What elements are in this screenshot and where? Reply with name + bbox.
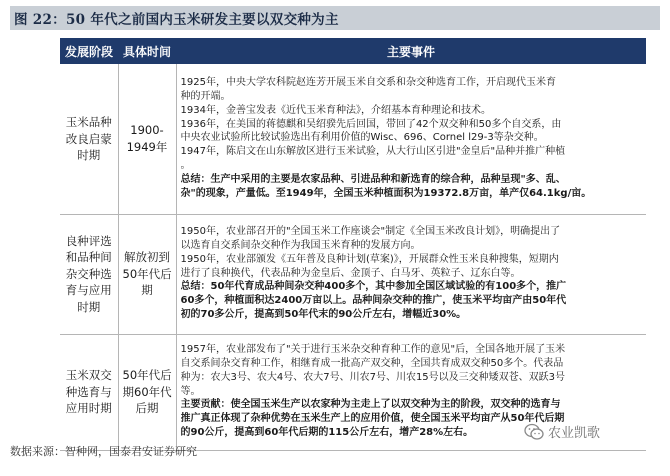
summary-line: 初的70多公斤，提高到50年代末的90公斤左右，增幅近30%。 bbox=[180, 308, 467, 320]
watermark-text: 农业凯歌 bbox=[548, 426, 601, 441]
stage-line: 玉米品种 bbox=[65, 115, 112, 129]
stage-line: 育与应用 bbox=[65, 283, 112, 298]
events-cell bbox=[176, 64, 646, 214]
stage-line: 改良启蒙 bbox=[65, 131, 112, 146]
period-line: 50年代后 bbox=[122, 368, 172, 383]
event-line: 等。 bbox=[180, 385, 201, 397]
figure-title-bar bbox=[10, 6, 660, 30]
summary-line: 的90公斤，提高到60年代后期的115公斤左右，增产28%左右。 bbox=[180, 426, 474, 438]
event-line: 1957年，农业部发布了"关于进行玉米杂交种育种工作的意见"后，全国各地开展了玉米 bbox=[180, 344, 566, 356]
event-line: 中央农业试验所比较试验选出有利用价值的Wisc、696、Cornel l29-3等杂交种。 bbox=[180, 132, 544, 144]
table-row bbox=[60, 64, 646, 214]
period-cell bbox=[118, 334, 176, 450]
event-line: 1950年，农业部召开的"全国玉米工作座谈会"制定《全国玉米改良计划》，明确提出了 bbox=[180, 226, 561, 238]
summary-line: 杂"的现象，产量低。至1949年，全国玉米种植面积为19372.8万亩，单产仅64.1kg/亩。 bbox=[180, 187, 592, 199]
event-line: 。 bbox=[180, 159, 191, 171]
stage-line: 时期 bbox=[77, 148, 101, 162]
figure-title: 图 22：50 年代之前国内玉米研发主要以双交种为主 bbox=[14, 12, 339, 28]
watermark bbox=[524, 422, 600, 441]
period-line: 50年代后 bbox=[122, 266, 172, 281]
header-events: 主要事件 bbox=[176, 38, 646, 64]
event-line: 1947年，陈启文在山东解放区进行玉米试验，从大行山区引进"金皇后"品种并推广种植 bbox=[180, 146, 566, 158]
period-line: 解放初到 bbox=[124, 250, 170, 265]
event-line: 种的开端。 bbox=[180, 90, 231, 102]
period-cell bbox=[118, 214, 176, 334]
period-line: 期 bbox=[141, 283, 153, 298]
summary-line: 总结：50年代育成品种间杂交种400多个，其中参加全国区域试验的有100多个，推广 bbox=[180, 281, 567, 293]
stage-cell bbox=[60, 334, 118, 450]
header-stage: 发展阶段 bbox=[60, 38, 118, 64]
period-line: 期60年代 bbox=[122, 384, 172, 399]
event-line: 1936年，在美国的蒋德麒和吴绍骙先后回国，带回了42个双交种和50多个自交系，由 bbox=[180, 118, 562, 130]
stage-cell bbox=[60, 214, 118, 334]
event-line: 1934年，金善宝发表《近代玉米育种法》，介绍基本育种理论和技术。 bbox=[180, 104, 491, 116]
stage-line: 和品种间 bbox=[65, 250, 112, 265]
data-source-note: 数据来源：智种网，国泰君安证券研究 bbox=[10, 445, 197, 458]
stage-line: 种选育与 bbox=[65, 384, 112, 399]
stage-line: 杂交种选 bbox=[65, 266, 112, 281]
period-line: 1949年 bbox=[126, 139, 168, 154]
header-period: 具体时间 bbox=[118, 38, 176, 64]
event-line: 自交系间杂交育种工作，相继育成一批高产双交种，全国共育成双交种50多个。代表品 bbox=[180, 358, 564, 369]
stage-cell bbox=[60, 64, 118, 214]
table-header-row bbox=[60, 38, 646, 64]
event-line: 1950年，农业部颁发《五年普及良种计划(草案)》，开展群众性玉米良种搜集，短期内 bbox=[180, 253, 559, 265]
wechat-official-account-icon bbox=[524, 423, 544, 441]
period-line: 1900- bbox=[130, 123, 164, 138]
stage-line: 时期 bbox=[77, 299, 101, 314]
stage-line: 良种评选 bbox=[65, 233, 112, 248]
events-cell bbox=[176, 214, 646, 334]
summary-line: 总结：生产中采用的主要是农家品种、引进品种和新选育的综合种，品种呈现"多、乱、 bbox=[180, 173, 566, 185]
maize-history-table bbox=[60, 38, 646, 451]
event-line: 以选育自交系间杂交种作为我国玉米育种的发展方向。 bbox=[180, 240, 421, 251]
summary-line: 60多个，种植面积达2400万亩以上。品种间杂交种的推广，使玉米平均亩产由50年代 bbox=[180, 295, 567, 307]
table-row bbox=[60, 214, 646, 334]
event-line: 1925年，中央大学农科院赵连芳开展玉米自交系和杂交种选育工作，开启现代玉米育 bbox=[180, 77, 556, 89]
stage-line: 应用时期 bbox=[65, 401, 112, 416]
event-line: 进行了良种换代，代表品种为金皇后、金顶子、白马牙、英粒子、辽东白等。 bbox=[180, 267, 521, 279]
period-cell bbox=[118, 64, 176, 214]
summary-line: 推广真正体现了杂种优势在玉米生产上的应用价值，使全国玉米平均亩产从50年代后期 bbox=[180, 413, 565, 425]
stage-line: 玉米双交 bbox=[65, 368, 112, 383]
summary-line: 主要贡献：使全国玉米生产以农家种为主走上了以双交种为主的阶段，双交种的选育与 bbox=[180, 399, 561, 411]
period-line: 后期 bbox=[135, 401, 159, 416]
event-line: 种为：农大3号、农大4号、农大7号、川农7号、川农15号以及三交种矮双苍、双跃3号 bbox=[180, 371, 566, 383]
